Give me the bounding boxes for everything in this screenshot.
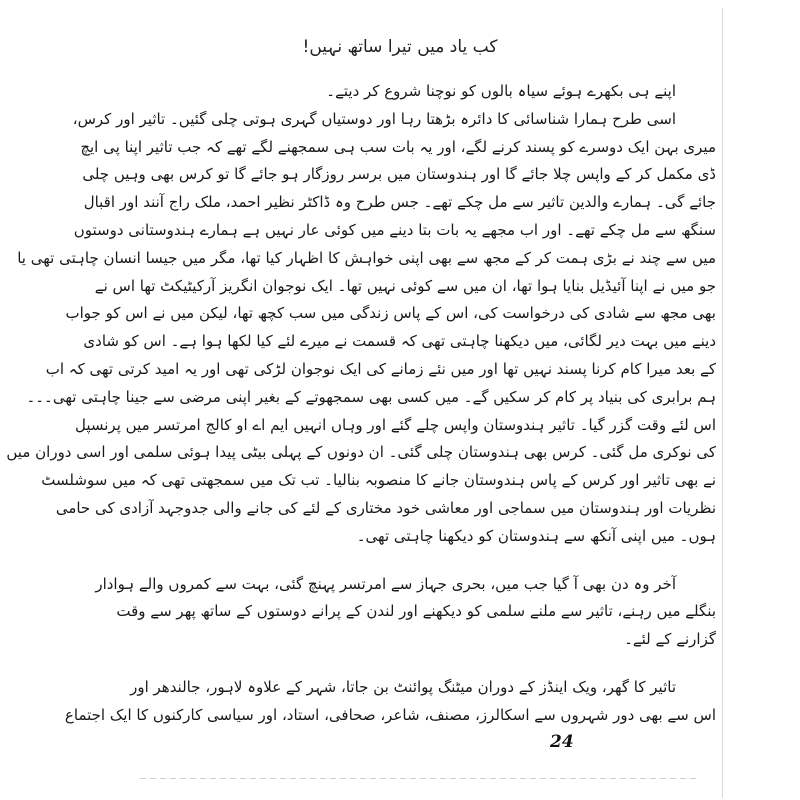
paragraph-2 <box>6 106 716 551</box>
text-line: جائے گی۔ ہمارے والدین تاثیر سے مل چکے تھے۔ جس طرح وہ ڈاکٹر نظیر احمد، ملک راج آنند اور اقبال <box>83 193 716 212</box>
text-line: دینے میں بہت دیر لگائی، میں دیکھنا چاہتی تھی کہ قسمت نے میرے لئے کیا لکھا ہوا ہے۔ اس کو شادی <box>83 332 716 351</box>
text-line: نظریات اور ہندوستان میں سماجی اور معاشی خود مختاری کے لئے کی جانے والی جدوجہد آزادی کی حامی <box>55 498 716 517</box>
text-line: ہوں۔ میں اپنی آنکھ سے ہندوستان کو دیکھنا چاہتی تھی۔ <box>356 526 716 545</box>
text-line: اس سے بھی دور شہروں سے اسکالرز، مصنف، شاعر، صحافی، استاد، اور سیاسی کارکنوں کا ایک اجتماع <box>64 705 716 724</box>
running-head: کب یاد میں تیرا ساتھ نہیں! <box>302 37 498 57</box>
text-line: سنگھ سے مل چکے تھے۔ اور اب مجھے یہ بات بتا دینے میں کوئی عار نہیں ہے ہمارے ہندوستانی دوستوں <box>73 220 716 239</box>
text-line: اپنے ہی بکھرے ہوئے سیاہ بالوں کو نوچنا شروع کر دیتے۔ <box>326 82 676 100</box>
paragraph-4 <box>64 674 716 730</box>
text-line: نے بھی تاثیر اور کرس کے پاس ہندوستان جانے کا منصوبہ بنالیا۔ تب تک میں سمجھتی تھی کہ میں سوشلسٹ <box>41 471 716 490</box>
text-line: جو میں نے اپنا آئیڈیل بنایا ہوا تھا، ان میں سے کوئی نہیں تھا۔ ایک نوجوان انگریز آرکیٹیکٹ تھا اس نے <box>94 276 716 295</box>
bottom-divider <box>140 778 700 779</box>
text-line: گزارنے کے لئے۔ <box>624 630 716 649</box>
text-line: کے بعد میرا کام کرنا پسند نہیں تھا اور میں نئے زمانے کی ایک نوجوان لڑکی تھی اور یہ امید کرتی تھی کہ اب <box>45 359 716 378</box>
paragraph-1 <box>130 78 716 106</box>
text-line: اس لئے وقت گزر گیا۔ تاثیر ہندوستان واپس چلے گئے اور وہاں انہیں ایم اے او کالج امرتسر میں پرنسپل <box>74 415 716 434</box>
paragraph-gap <box>130 551 716 571</box>
text-line: کی نوکری مل گئی۔ کرس بھی ہندوستان چلی گئی۔ ان دونوں کے پہلی بیٹی پیدا ہوئی سلمی اور اسی دوران میں <box>6 443 716 462</box>
text-line: بنگلے میں رہنے، تاثیر سے ملنے سلمی کو دیکھنے اور لندن کے پرانے دوستوں کے ساتھ پھر سے وقت <box>116 602 716 621</box>
paragraph-gap <box>130 654 716 674</box>
text-line: اسی طرح ہمارا شناسائی کا دائرہ بڑھتا رہا اور دوستیاں گہری ہوتی چلی گئیں۔ تاثیر اور کرس، <box>72 109 676 128</box>
text-line: ڈی مکمل کر کے واپس چلا جائے گا اور ہندوستان میں برسر روزگار ہو جائے گا تو کرس بھی وہیں چلی <box>82 165 716 184</box>
page-number: 24 <box>550 732 574 752</box>
text-line: آخر وہ دن بھی آ گیا جب میں، بحری جہاز سے امرتسر پہنچ گئی، بہت سے کمروں والے ہوادار <box>95 574 676 593</box>
paragraph-3 <box>95 571 716 654</box>
text-line: تاثیر کا گھر، ویک اینڈز کے دوران میٹنگ پوائنٹ بن جاتا، شہر کے علاوہ لاہور، جالندھر اور <box>130 677 676 696</box>
page-edge-divider <box>722 8 723 798</box>
body-text <box>6 78 716 724</box>
text-line: میں سے چند نے بڑی ہمت کر کے مجھ سے بھی اپنی خواہش کا اظہار کیا تھا، مگر میں جیسا انسان چاہتی تھی یا <box>17 248 716 267</box>
text-line: ہم برابری کی بنیاد پر کام کر سکیں گے۔ میں کسی بھی سمجھوتے کے بغیر اپنی مرضی سے جینا چاہتی تھی۔۔۔ <box>26 387 716 406</box>
text-line: بھی مجھ سے شادی کی درخواست کی، اس کے پاس زندگی میں سب کچھ تھا، لیکن میں نے اس کو جواب <box>65 304 716 323</box>
text-line: میری بہن ایک دوسرے کو پسند کرنے لگے، اور یہ بات سب ہی سمجھنے لگے تھے کہ جب تاثیر اپنا پی ایچ <box>80 137 716 156</box>
